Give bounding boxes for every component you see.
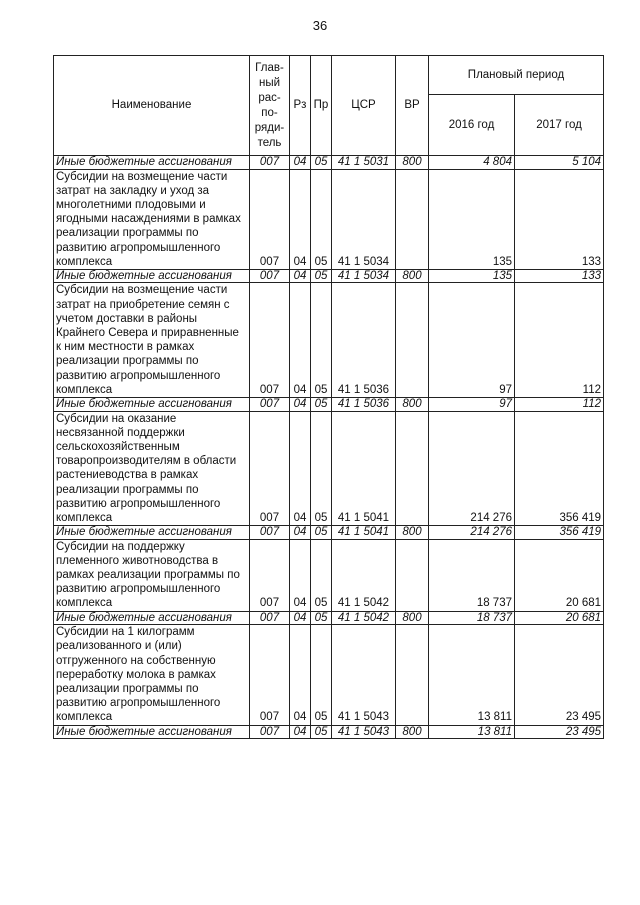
- row-name-line: учетом доставки в районы: [56, 312, 198, 325]
- page-number: 36: [312, 18, 328, 33]
- row-csr: 41 1 5041: [332, 411, 396, 526]
- row-amount-2017: 20 681: [515, 539, 604, 611]
- row-amount-2016: 214 276: [429, 526, 515, 540]
- row-name-line: отгруженного на собственную: [56, 654, 216, 667]
- row-name-line: Иные бюджетные ассигнования: [56, 269, 232, 282]
- row-name-line: Иные бюджетные ассигнования: [56, 611, 232, 624]
- row-pr: 05: [311, 156, 332, 170]
- row-name-line: Субсидии на возмещение части: [56, 170, 228, 183]
- row-name: [54, 725, 250, 739]
- header-csr: ЦСР: [332, 56, 396, 156]
- row-csr: 41 1 5036: [332, 283, 396, 398]
- table-row: [54, 169, 604, 269]
- row-rz: 04: [290, 269, 311, 283]
- row-pr: 05: [311, 625, 332, 725]
- row-name-line: сельскохозяйственным: [56, 440, 180, 453]
- row-name-line: развитию агропромышленного: [56, 697, 221, 710]
- row-amount-2016: 214 276: [429, 411, 515, 526]
- row-amount-2016: 13 811: [429, 625, 515, 725]
- row-name: [54, 625, 250, 725]
- row-rz: 04: [290, 611, 311, 625]
- row-grbs: 007: [250, 611, 290, 625]
- row-grbs: 007: [250, 398, 290, 412]
- row-amount-2016: 97: [429, 283, 515, 398]
- row-name-line: комплекса: [56, 255, 113, 268]
- header-vr: ВР: [396, 56, 429, 156]
- row-pr: 05: [311, 611, 332, 625]
- row-vr: 800: [396, 269, 429, 283]
- row-name-line: Иные бюджетные ассигнования: [56, 156, 232, 168]
- header-planning-period: Плановый период: [429, 56, 604, 95]
- row-name: [54, 398, 250, 412]
- row-grbs: 007: [250, 269, 290, 283]
- row-name-line: затрат на закладку и уход за: [56, 184, 210, 197]
- row-vr: 800: [396, 611, 429, 625]
- row-grbs: 007: [250, 156, 290, 170]
- row-rz: 04: [290, 625, 311, 725]
- row-grbs: 007: [250, 539, 290, 611]
- row-name: [54, 283, 250, 398]
- row-rz: 04: [290, 411, 311, 526]
- row-grbs: 007: [250, 526, 290, 540]
- row-vr: 800: [396, 398, 429, 412]
- row-name-line: Иные бюджетные ассигнования: [56, 526, 232, 539]
- row-amount-2016: 135: [429, 269, 515, 283]
- row-name-line: растениеводства в рамках: [56, 469, 199, 482]
- header-year-2017: 2017 год: [515, 95, 604, 156]
- row-grbs: 007: [250, 169, 290, 269]
- row-name-line: развитию агропромышленного: [56, 369, 221, 382]
- row-name-line: товаропроизводителям в области: [56, 455, 237, 468]
- row-csr: 41 1 5034: [332, 269, 396, 283]
- row-name-line: ягодными насаждениями в рамках: [56, 213, 241, 226]
- row-name-line: Крайнего Севера и приравненные: [56, 327, 239, 340]
- row-vr: 800: [396, 725, 429, 739]
- row-amount-2017: 133: [515, 169, 604, 269]
- row-amount-2017: 23 495: [515, 625, 604, 725]
- row-amount-2017: 133: [515, 269, 604, 283]
- table-body: [54, 156, 604, 739]
- row-name-line: комплекса: [56, 597, 113, 610]
- row-amount-2016: 18 737: [429, 539, 515, 611]
- row-name-line: Субсидии на оказание: [56, 412, 177, 425]
- row-rz: 04: [290, 398, 311, 412]
- table-row: [54, 725, 604, 739]
- row-amount-2017: 112: [515, 283, 604, 398]
- row-csr: 41 1 5043: [332, 625, 396, 725]
- row-name: [54, 169, 250, 269]
- row-name-line: Иные бюджетные ассигнования: [56, 725, 232, 738]
- row-name-line: Иные бюджетные ассигнования: [56, 398, 232, 411]
- row-rz: 04: [290, 283, 311, 398]
- row-pr: 05: [311, 283, 332, 398]
- row-amount-2016: 4 804: [429, 156, 515, 170]
- row-name-line: развитию агропромышленного: [56, 583, 221, 596]
- header-grbs: Глав- ный рас- по- ряди- тель: [250, 56, 290, 156]
- row-pr: 05: [311, 725, 332, 739]
- row-name-line: комплекса: [56, 711, 113, 724]
- row-csr: 41 1 5036: [332, 398, 396, 412]
- row-name-line: Субсидии на 1 килограмм: [56, 626, 195, 639]
- row-name-line: племенного животноводства в: [56, 554, 219, 567]
- row-vr: 800: [396, 526, 429, 540]
- row-name-line: несвязанной поддержки: [56, 426, 185, 439]
- row-grbs: 007: [250, 411, 290, 526]
- row-csr: 41 1 5041: [332, 526, 396, 540]
- row-vr: [396, 411, 429, 526]
- row-name: [54, 411, 250, 526]
- row-pr: 05: [311, 411, 332, 526]
- row-name-line: реализации программы по: [56, 483, 199, 496]
- row-amount-2016: 18 737: [429, 611, 515, 625]
- row-rz: 04: [290, 725, 311, 739]
- table-row: [54, 398, 604, 412]
- row-csr: 41 1 5042: [332, 611, 396, 625]
- row-vr: [396, 283, 429, 398]
- row-name-line: развитию агропромышленного: [56, 497, 221, 510]
- row-rz: 04: [290, 156, 311, 170]
- row-amount-2016: 13 811: [429, 725, 515, 739]
- row-name-line: Субсидии на возмещение части: [56, 284, 228, 297]
- row-name: [54, 156, 250, 170]
- table-row: [54, 411, 604, 526]
- row-name-line: переработку молока в рамках: [56, 668, 216, 681]
- row-vr: [396, 169, 429, 269]
- row-amount-2017: 20 681: [515, 611, 604, 625]
- row-amount-2017: 112: [515, 398, 604, 412]
- table-row: [54, 283, 604, 398]
- row-rz: 04: [290, 526, 311, 540]
- row-pr: 05: [311, 169, 332, 269]
- table-row: [54, 611, 604, 625]
- row-grbs: 007: [250, 283, 290, 398]
- row-csr: 41 1 5043: [332, 725, 396, 739]
- row-name: [54, 611, 250, 625]
- row-name-line: реализации программы по: [56, 227, 199, 240]
- row-pr: 05: [311, 539, 332, 611]
- row-name-line: реализованного и (или): [56, 640, 182, 653]
- row-rz: 04: [290, 539, 311, 611]
- row-amount-2016: 97: [429, 398, 515, 412]
- row-amount-2017: 23 495: [515, 725, 604, 739]
- row-name-line: реализации программы по: [56, 683, 199, 695]
- row-name-line: Субсидии на поддержку: [56, 540, 185, 553]
- header-year-2016: 2016 год: [429, 95, 515, 156]
- table-row: [54, 539, 604, 611]
- row-pr: 05: [311, 526, 332, 540]
- row-grbs: 007: [250, 725, 290, 739]
- row-pr: 05: [311, 398, 332, 412]
- budget-table: [53, 55, 604, 739]
- row-amount-2017: 356 419: [515, 526, 604, 540]
- row-amount-2016: 135: [429, 169, 515, 269]
- row-vr: 800: [396, 156, 429, 170]
- row-vr: [396, 539, 429, 611]
- row-name-line: рамках реализации программы по: [56, 569, 240, 582]
- header-name: Наименование: [54, 56, 250, 156]
- row-amount-2017: 5 104: [515, 156, 604, 170]
- header-row: [54, 56, 604, 95]
- row-pr: 05: [311, 269, 332, 283]
- table-row: [54, 269, 604, 283]
- table-row: [54, 625, 604, 725]
- row-vr: [396, 625, 429, 725]
- table-row: [54, 526, 604, 540]
- row-name-line: к ним местности в рамках: [56, 341, 195, 354]
- row-amount-2017: 356 419: [515, 411, 604, 526]
- row-name-line: комплекса: [56, 383, 113, 396]
- row-csr: 41 1 5034: [332, 169, 396, 269]
- header-rz: Рз: [290, 56, 311, 156]
- row-name: [54, 539, 250, 611]
- header-pr: Пр: [311, 56, 332, 156]
- row-name: [54, 526, 250, 540]
- row-name-line: реализации программы по: [56, 355, 199, 368]
- row-name: [54, 269, 250, 283]
- row-name-line: комплекса: [56, 511, 113, 524]
- row-grbs: 007: [250, 625, 290, 725]
- row-name-line: многолетними плодовыми и: [56, 198, 206, 211]
- row-csr: 41 1 5031: [332, 156, 396, 170]
- table-row: [54, 156, 604, 170]
- row-csr: 41 1 5042: [332, 539, 396, 611]
- row-rz: 04: [290, 169, 311, 269]
- row-name-line: развитию агропромышленного: [56, 241, 221, 254]
- row-name-line: затрат на приобретение семян с: [56, 298, 230, 311]
